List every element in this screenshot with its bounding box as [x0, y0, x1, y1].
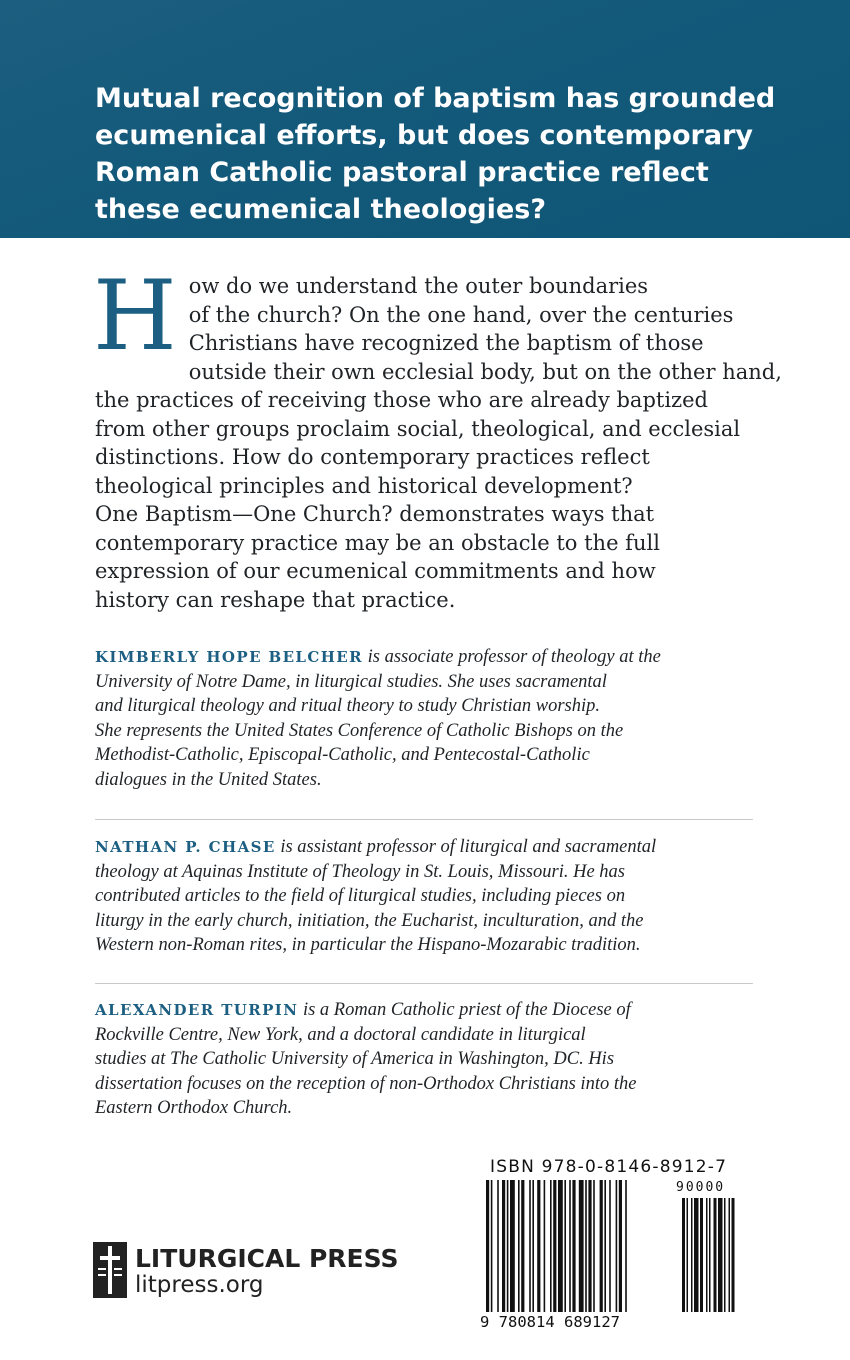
- barcode-bar: [510, 1180, 515, 1312]
- tagline-line: Roman Catholic pastoral practice reflect: [95, 157, 709, 188]
- barcode-bar: [550, 1180, 552, 1312]
- description-line: outside their own ecclesial body, but on the other hand,: [188, 359, 782, 384]
- barcode-bar: [544, 1180, 546, 1312]
- barcode-bar: [600, 1180, 603, 1312]
- barcode-bar: [532, 1180, 534, 1312]
- cross-book-icon: [93, 1242, 127, 1298]
- barcode-addon-bar: [700, 1198, 703, 1312]
- author-bio: [95, 645, 760, 792]
- barcode-icon: [486, 1180, 761, 1312]
- bio-line: Rockville Centre, New York, and a doctoral candidate in liturgical: [95, 1024, 586, 1045]
- barcode-bar: [616, 1180, 618, 1312]
- barcode-bar: [537, 1180, 540, 1312]
- barcode-bar: [609, 1180, 611, 1312]
- publisher-name: LITURGICAL PRESS: [135, 1244, 399, 1273]
- author-bio: [95, 998, 760, 1121]
- divider: [95, 819, 753, 820]
- bio-text: is a Roman Catholic priest of the Diocese of: [298, 1000, 631, 1020]
- barcode-addon-bar: [682, 1198, 685, 1312]
- barcode-bar: [553, 1180, 556, 1312]
- author-name: ALEXANDER TURPIN: [95, 1001, 299, 1019]
- barcode-bar: [507, 1180, 509, 1312]
- barcode-addon-bar: [709, 1198, 711, 1312]
- barcode-bar: [529, 1180, 531, 1312]
- description-line: of the church? On the one hand, over the centuries: [188, 302, 734, 327]
- description-line: history can reshape that practice.: [95, 587, 456, 612]
- bio-line: contributed articles to the field of liturgical studies, including pieces on: [95, 886, 626, 906]
- barcode-addon-bar: [732, 1198, 735, 1312]
- bio-line: Eastern Orthodox Church.: [95, 1098, 293, 1118]
- description-line: theological principles and historical development?: [95, 473, 633, 498]
- tagline-line: these ecumenical theologies?: [95, 194, 546, 225]
- bio-line: [95, 645, 760, 670]
- description-line: from other groups proclaim social, theological, and ecclesial: [95, 416, 741, 441]
- barcode-addon-bar: [729, 1198, 731, 1312]
- publisher-logo: [93, 1242, 413, 1302]
- description-line: ow do we understand the outer boundaries: [188, 274, 649, 298]
- barcode-bar: [588, 1180, 591, 1312]
- barcode-bar: [572, 1180, 575, 1312]
- barcode-bar: [569, 1180, 571, 1312]
- bio-line: dissertation focuses on the reception of non-Orthodox Christians into the: [95, 1073, 637, 1094]
- divider: [95, 983, 753, 984]
- barcode-bar: [491, 1180, 493, 1312]
- bio-line: University of Notre Dame, in liturgical studies. She uses sacramental: [95, 671, 607, 692]
- barcode-bar: [502, 1180, 505, 1312]
- author-bio: [95, 835, 760, 958]
- barcode-bar: [619, 1180, 622, 1312]
- description-line: Christians have recognized the baptism of those: [188, 331, 704, 355]
- barcode-addon-bar: [724, 1198, 726, 1312]
- bio-line: Methodist-Catholic, Episcopal-Catholic, and Pentecostal-Catholic: [95, 745, 590, 765]
- barcode-bar: [558, 1180, 563, 1312]
- barcode-bar: [579, 1180, 584, 1312]
- bio-line: theology at Aquinas Institute of Theology in St. Louis, Missouri. He has: [95, 861, 625, 882]
- drop-cap: H: [93, 260, 177, 372]
- barcode-addon-bar: [718, 1198, 723, 1312]
- author-name: KIMBERLY HOPE BELCHER: [95, 648, 363, 666]
- description-line: distinctions. How do contemporary practices reflect: [95, 445, 650, 469]
- description-line: the practices of receiving those who are already baptized: [95, 388, 708, 412]
- tagline-line: Mutual recognition of baptism has grounded: [95, 83, 776, 114]
- bio-line: [95, 998, 760, 1023]
- barcode-bar: [497, 1180, 499, 1312]
- bio-text: is associate professor of theology at the: [363, 647, 661, 667]
- barcode-addon-bar: [706, 1198, 708, 1312]
- isbn-barcode-box: [472, 1153, 772, 1343]
- bio-line: and liturgical theology and ritual theory to study Christian worship.: [95, 696, 600, 716]
- header-banner: [0, 0, 850, 238]
- barcode-bar: [521, 1180, 524, 1312]
- bio-text: is assistant professor of liturgical and sacramental: [275, 837, 657, 857]
- bio-line: dialogues in the United States.: [95, 769, 322, 790]
- bio-line: [95, 835, 760, 860]
- bio-line: liturgy in the early church, initiation, the Eucharist, inculturation, and the: [95, 910, 644, 931]
- barcode-bar: [564, 1180, 566, 1312]
- book-description: [93, 260, 785, 614]
- tagline-line: ecumenical efforts, but does contemporary: [95, 120, 753, 151]
- barcode-bar: [604, 1180, 606, 1312]
- author-name: NATHAN P. CHASE: [95, 838, 276, 856]
- price-code: 90000: [676, 1180, 726, 1195]
- barcode-bar: [585, 1180, 587, 1312]
- bio-line: She represents the United States Conference of Catholic Bishops on the: [95, 720, 624, 741]
- barcode-addon-bar: [691, 1198, 693, 1312]
- description-line: contemporary practice may be an obstacle to the full: [95, 530, 660, 555]
- tagline: [95, 80, 795, 228]
- barcode-addon-bar: [687, 1198, 689, 1312]
- barcode-addon-bar: [694, 1198, 699, 1312]
- description-line: expression of our ecumenical commitments and how: [95, 559, 656, 583]
- barcode-bar: [518, 1180, 520, 1312]
- barcode-bar: [593, 1180, 595, 1312]
- barcode-bar: [625, 1180, 627, 1312]
- bio-line: Western non-Roman rites, in particular the Hispano-Mozarabic tradition.: [95, 935, 641, 955]
- publisher-url: litpress.org: [135, 1272, 264, 1298]
- barcode-addon-bar: [714, 1198, 717, 1312]
- barcode-digits: 9 780814 689127: [480, 1313, 620, 1331]
- barcode-bar: [486, 1180, 489, 1312]
- bio-line: studies at The Catholic University of America in Washington, DC. His: [95, 1049, 615, 1069]
- description-line: One Baptism—One Church? demonstrates ways that: [95, 502, 655, 526]
- isbn-label: ISBN 978-0-8146-8912-7: [490, 1157, 728, 1177]
